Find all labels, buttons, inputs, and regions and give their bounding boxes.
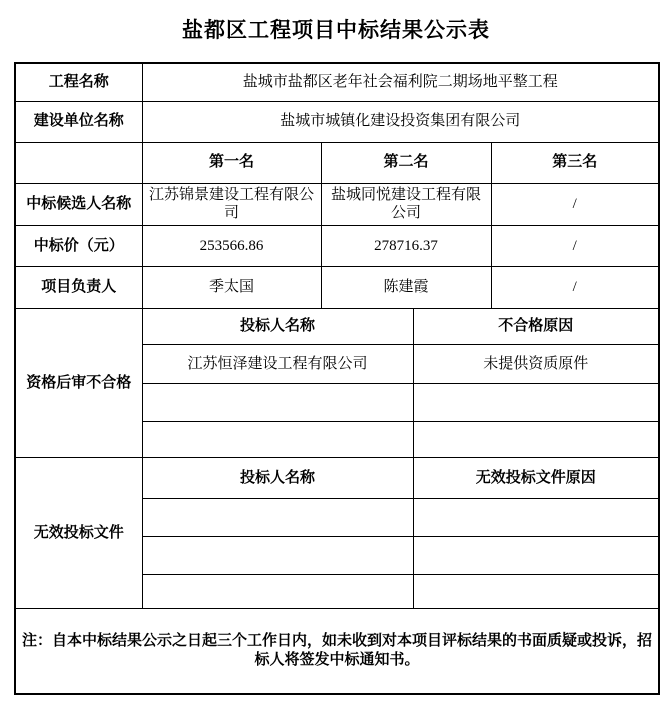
unqualified-reason [413,384,659,422]
invalid-bidder-name [142,499,413,537]
rank-third-header: 第三名 [491,142,659,183]
rank-header-spacer [15,142,142,183]
invalid-bidder-name [142,575,413,609]
unqualified-header-row [15,309,659,345]
unqualified-reason [413,422,659,458]
candidates-row [15,183,659,226]
unqualified-name-header: 投标人名称 [142,309,413,345]
unqualified-bidder-name: 江苏恒泽建设工程有限公司 [142,345,413,384]
candidate-first: 江苏锦景建设工程有限公司 [142,183,321,226]
price-first: 253566.86 [142,226,321,267]
prices-row [15,226,659,267]
invalid-reason-header: 无效投标文件原因 [413,458,659,499]
unqualified-reason: 未提供资质原件 [413,345,659,384]
table-row [15,63,659,101]
price-third: / [491,226,659,267]
price-second: 278716.37 [321,226,491,267]
invalid-header-row [15,458,659,499]
invalid-name-header: 投标人名称 [142,458,413,499]
rank-second-header: 第二名 [321,142,491,183]
project-name-value: 盐城市盐都区老年社会福利院二期场地平整工程 [142,63,659,101]
unqualified-bidder-name [142,422,413,458]
table-row [15,101,659,142]
candidate-third: / [491,183,659,226]
unqualified-section-label: 资格后审不合格 [15,309,142,458]
owner-name-value: 盐城市城镇化建设投资集团有限公司 [142,101,659,142]
invalid-reason [413,575,659,609]
invalid-reason [413,537,659,575]
note-row [15,609,659,694]
candidate-second: 盐城同悦建设工程有限公司 [321,183,491,226]
bid-result-table [14,62,660,695]
manager-third: / [491,267,659,309]
note-text: 注：自本中标结果公示之日起三个工作日内，如未收到对本项目评标结果的书面质疑或投诉，招标人将签发中标通知书。 [15,609,659,694]
page-title: 盐都区工程项目中标结果公示表 [182,18,490,42]
candidates-label: 中标候选人名称 [15,183,142,226]
announcement-page [0,10,672,695]
unqualified-bidder-name [142,384,413,422]
owner-name-label: 建设单位名称 [15,101,142,142]
manager-first: 季太国 [142,267,321,309]
managers-label: 项目负责人 [15,267,142,309]
manager-second: 陈建霞 [321,267,491,309]
prices-label: 中标价（元） [15,226,142,267]
rank-first-header: 第一名 [142,142,321,183]
managers-row [15,267,659,309]
invalid-reason [413,499,659,537]
invalid-section-label: 无效投标文件 [15,458,142,609]
rank-header-row [15,142,659,183]
project-name-label: 工程名称 [15,63,142,101]
unqualified-reason-header: 不合格原因 [413,309,659,345]
invalid-bidder-name [142,537,413,575]
